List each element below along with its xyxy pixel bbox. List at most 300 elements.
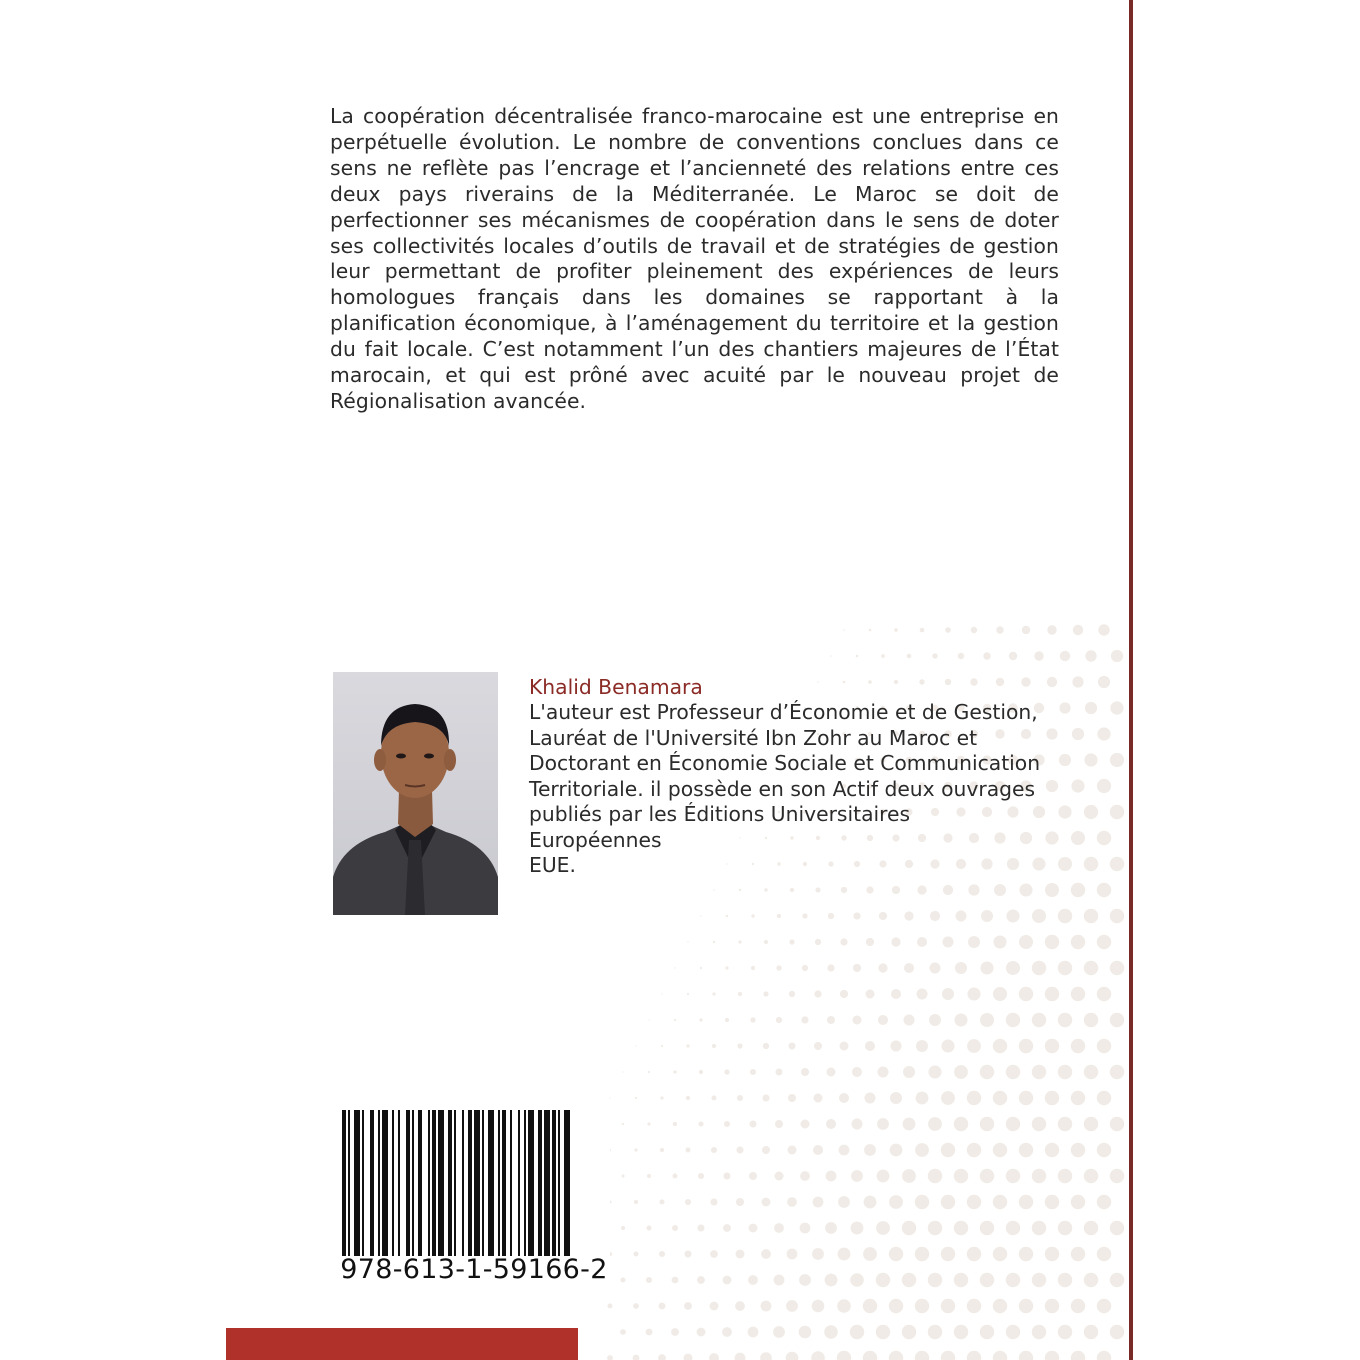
decor-dot (635, 1045, 636, 1046)
decor-dot (902, 1325, 916, 1339)
decor-dot (1032, 1013, 1046, 1027)
decor-dot (892, 886, 900, 894)
barcode-bar (438, 1110, 444, 1256)
decor-dot (1034, 651, 1043, 660)
decor-dot (1084, 805, 1098, 819)
decor-dot (748, 1327, 759, 1338)
barcode-bar (498, 1110, 500, 1256)
decor-dot (658, 1354, 666, 1360)
decor-dot (805, 656, 806, 657)
decor-dot (891, 937, 900, 946)
decor-dot (981, 910, 993, 922)
decor-dot (735, 1353, 746, 1360)
decor-dot (1019, 1195, 1033, 1209)
decor-dot (1045, 935, 1059, 949)
barcode-bar (448, 1110, 452, 1256)
decor-dot (916, 1040, 928, 1052)
decor-dot (801, 1120, 810, 1129)
decor-dot (838, 1248, 851, 1261)
decor-dot (622, 1123, 624, 1125)
decor-dot (1021, 677, 1030, 686)
decor-dot (1019, 1143, 1033, 1157)
barcode-bar (528, 1110, 534, 1256)
decor-dot (928, 1169, 942, 1183)
decor-dot (1045, 1039, 1059, 1053)
decor-dot (958, 653, 964, 659)
decor-dot (1032, 1117, 1046, 1131)
decor-dot (891, 989, 901, 999)
decor-dot (941, 1143, 955, 1157)
decor-dot (941, 1299, 955, 1313)
decor-dot (1019, 935, 1033, 949)
barcode-bar (418, 1110, 422, 1256)
decor-dot (726, 915, 728, 917)
decor-dot (878, 1067, 889, 1078)
decor-dot (864, 1144, 876, 1156)
decor-dot (1072, 728, 1084, 740)
decor-dot (994, 936, 1007, 949)
author-name: Khalid Benamara (529, 675, 703, 699)
decor-dot (955, 1014, 968, 1027)
decor-dot (843, 681, 846, 684)
decor-dot (889, 1247, 903, 1261)
decor-dot (945, 627, 951, 633)
decor-dot (775, 1172, 784, 1181)
decor-dot (737, 1043, 742, 1048)
decor-dot (877, 1118, 889, 1130)
decor-dot (907, 654, 912, 659)
decor-dot (699, 1070, 703, 1074)
decor-dot (1084, 961, 1098, 975)
decor-dot (622, 1175, 625, 1178)
isbn-number: 978-613-1-59166-2 (340, 1254, 608, 1285)
decor-dot (980, 1169, 994, 1183)
decor-dot (954, 1117, 968, 1131)
decor-dot (788, 1094, 796, 1102)
decor-dot (930, 911, 940, 921)
decor-dot (967, 1143, 981, 1157)
decor-dot (802, 913, 807, 918)
decor-dot (737, 1147, 744, 1154)
decor-dot (1058, 1325, 1072, 1339)
decor-dot (1020, 884, 1033, 897)
decor-dot (814, 990, 821, 997)
decor-dot (813, 1197, 824, 1208)
decor-dot (994, 884, 1006, 896)
decor-dot (738, 992, 742, 996)
decor-dot (876, 1273, 890, 1287)
decor-dot (996, 678, 1004, 686)
decor-dot (776, 1069, 783, 1076)
decor-dot (1058, 1013, 1072, 1027)
decor-dot (699, 1018, 702, 1021)
decor-dot (866, 990, 875, 999)
decor-dot (686, 1044, 689, 1047)
decor-dot (1098, 624, 1109, 635)
decor-dot (850, 1325, 864, 1339)
decor-dot (1058, 909, 1072, 923)
decor-dot (1084, 1273, 1098, 1287)
decor-dot (902, 1221, 916, 1235)
decor-dot (826, 1171, 837, 1182)
decor-dot (1085, 650, 1096, 661)
decor-dot (1045, 1091, 1059, 1105)
decor-dot (941, 1247, 955, 1261)
decor-dot (915, 1195, 929, 1209)
decor-dot (876, 1325, 890, 1339)
decor-dot (917, 937, 927, 947)
decor-dot (1110, 753, 1124, 767)
decor-dot (993, 1143, 1007, 1157)
decor-dot (928, 1117, 942, 1131)
decor-dot (941, 1195, 955, 1209)
barcode-bar (392, 1110, 394, 1256)
decor-dot (789, 939, 794, 944)
decor-dot (774, 1223, 784, 1233)
decor-dot (1110, 1169, 1124, 1183)
decor-dot (659, 1303, 666, 1310)
decor-dot (891, 1041, 902, 1052)
decor-dot (967, 1195, 981, 1209)
decor-dot (710, 1302, 719, 1311)
decor-dot (889, 1351, 903, 1360)
decor-dot (815, 887, 820, 892)
decor-dot (1097, 987, 1111, 1001)
decor-dot (1047, 625, 1056, 634)
barcode-bar (412, 1110, 414, 1256)
decor-dot (837, 1299, 851, 1313)
decor-dot (917, 989, 928, 1000)
decor-dot (839, 1145, 850, 1156)
barcode-bar (428, 1110, 430, 1256)
decor-dot (968, 936, 980, 948)
decor-dot (709, 1353, 719, 1360)
decor-dot (1072, 676, 1083, 687)
decor-dot (954, 1325, 968, 1339)
decor-dot (1045, 1247, 1059, 1261)
barcode-bar (398, 1110, 400, 1256)
decor-dot (723, 1224, 731, 1232)
decor-dot (1085, 702, 1097, 714)
decor-dot (776, 1017, 782, 1023)
decor-dot (1110, 1117, 1124, 1131)
decor-dot (1058, 1169, 1072, 1183)
decor-dot (894, 680, 898, 684)
decor-dot (980, 1325, 994, 1339)
decor-dot (786, 1300, 798, 1312)
decor-dot (699, 1122, 704, 1127)
decor-dot (879, 912, 887, 920)
decor-dot (776, 965, 781, 970)
decor-dot (764, 888, 767, 891)
barcode-bar (382, 1110, 388, 1256)
decor-dot (863, 1299, 877, 1313)
decor-dot (980, 1117, 994, 1131)
decor-dot (1006, 1325, 1020, 1339)
decor-dot (1058, 961, 1072, 975)
decor-dot (929, 1014, 941, 1026)
decor-dot (856, 655, 859, 658)
decor-dot (827, 1068, 836, 1077)
decor-dot (890, 1144, 903, 1157)
decor-dot (634, 1200, 638, 1204)
barcode-bar (482, 1110, 484, 1256)
decor-dot (647, 1174, 651, 1178)
decor-dot (1060, 651, 1070, 661)
decor-dot (789, 1043, 796, 1050)
barcode-bar (564, 1110, 570, 1256)
decor-dot (980, 1065, 994, 1079)
decor-dot (788, 1146, 797, 1155)
barcode-bar (462, 1110, 464, 1256)
decor-dot (824, 1325, 838, 1339)
decor-dot (672, 1225, 678, 1231)
decor-dot (711, 1147, 717, 1153)
decor-dot (812, 1248, 824, 1260)
decor-dot (967, 1091, 981, 1105)
decor-dot (920, 628, 925, 633)
decor-dot (1058, 805, 1071, 818)
decor-dot (1110, 701, 1123, 714)
decor-dot (968, 884, 979, 895)
decor-dot (840, 990, 848, 998)
decor-dot (646, 1329, 653, 1336)
decor-dot (818, 630, 819, 631)
decor-dot (903, 1066, 915, 1078)
decor-dot (792, 682, 793, 683)
decor-dot (777, 914, 781, 918)
decor-dot (687, 941, 688, 942)
decor-dot (1032, 909, 1046, 923)
decor-dot (814, 1094, 823, 1103)
decor-dot (945, 679, 951, 685)
decor-dot (787, 1249, 798, 1260)
decor-dot (697, 1276, 705, 1284)
decor-dot (1071, 935, 1085, 949)
decor-dot (684, 1354, 693, 1360)
decor-dot (878, 963, 887, 972)
decor-dot (928, 1325, 942, 1339)
decor-dot (1071, 883, 1085, 897)
decor-dot (919, 679, 924, 684)
decor-dot (817, 681, 819, 683)
decor-dot (1019, 987, 1033, 1001)
decor-dot (1110, 805, 1124, 819)
decor-dot (815, 939, 821, 945)
decor-dot (881, 654, 885, 658)
decor-dot (904, 911, 913, 920)
decor-dot (839, 1093, 849, 1103)
decor-dot (1006, 1065, 1020, 1079)
decor-dot (723, 1276, 732, 1285)
decor-dot (843, 629, 845, 631)
decor-dot (830, 655, 832, 657)
decor-dot (1006, 1117, 1020, 1131)
decor-dot (1006, 1273, 1020, 1287)
decor-dot (915, 1299, 929, 1313)
decor-dot (648, 1019, 649, 1020)
barcode-bar (406, 1110, 410, 1256)
decor-dot (674, 967, 675, 968)
isbn-barcode (338, 1106, 610, 1292)
barcode-bar (432, 1110, 436, 1256)
decor-dot (673, 1070, 676, 1073)
decor-dot (661, 993, 662, 994)
decor-dot (722, 1327, 732, 1337)
decor-dot (1110, 909, 1124, 923)
decor-dot (941, 1351, 955, 1360)
barcode-bar (518, 1110, 520, 1256)
decor-dot (713, 941, 715, 943)
decor-dot (1019, 1091, 1033, 1105)
decor-dot (802, 965, 808, 971)
decor-dot (917, 885, 926, 894)
decor-dot (993, 1247, 1007, 1261)
decor-dot (826, 1119, 836, 1129)
decor-dot (1032, 1065, 1046, 1079)
decor-dot (915, 1143, 929, 1157)
decor-dot (787, 1197, 797, 1207)
decor-dot (1097, 1195, 1111, 1209)
decor-dot (811, 1351, 825, 1360)
decor-dot (868, 680, 872, 684)
decor-dot (1007, 910, 1020, 923)
decor-dot (725, 1018, 729, 1022)
decor-dot (971, 627, 977, 633)
author-photo (333, 672, 498, 915)
decor-dot (904, 1015, 915, 1026)
decor-dot (1097, 1351, 1111, 1360)
decor-dot (1045, 1351, 1059, 1360)
decor-dot (1097, 1091, 1111, 1105)
decor-dot (790, 888, 794, 892)
decor-dot (825, 1274, 838, 1287)
decor-dot (1058, 857, 1072, 871)
decor-dot (1022, 626, 1030, 634)
decor-dot (1097, 883, 1111, 897)
decor-dot (647, 1122, 650, 1125)
barcode-bars (342, 1110, 606, 1256)
decor-dot (1006, 1013, 1020, 1027)
decor-dot (943, 885, 953, 895)
decor-dot (955, 962, 967, 974)
decor-dot (762, 1146, 770, 1154)
decor-dot (993, 1195, 1007, 1209)
decor-dot (813, 1145, 823, 1155)
decor-dot (799, 1326, 812, 1339)
decor-dot (1110, 1273, 1124, 1287)
decor-dot (789, 991, 795, 997)
decor-dot (1097, 779, 1111, 793)
decor-dot (993, 1299, 1007, 1313)
decor-dot (930, 963, 941, 974)
decor-dot (932, 653, 937, 658)
decor-dot (685, 1251, 692, 1258)
decor-dot (1084, 857, 1098, 871)
decor-dot (904, 963, 914, 973)
decor-dot (761, 1301, 772, 1312)
decor-dot (1032, 961, 1046, 975)
decor-dot (737, 1095, 743, 1101)
decor-dot (954, 1273, 968, 1287)
decor-dot (762, 1198, 771, 1207)
decor-dot (1045, 1143, 1059, 1157)
decor-dot (635, 1097, 637, 1099)
decor-dot (1111, 650, 1123, 662)
decor-dot (1071, 1351, 1085, 1360)
decor-dot (1019, 1351, 1033, 1360)
decor-dot (993, 1351, 1007, 1360)
decor-dot (1019, 1247, 1033, 1261)
decor-dot (773, 1326, 785, 1338)
decor-dot (1006, 961, 1020, 975)
decor-dot (750, 1017, 755, 1022)
decor-dot (840, 938, 847, 945)
decor-dot (686, 1096, 690, 1100)
decor-dot (1058, 1273, 1072, 1287)
decor-dot (1097, 727, 1110, 740)
decor-dot (1084, 1065, 1098, 1079)
decor-dot (749, 1172, 757, 1180)
decor-dot (1059, 702, 1070, 713)
decor-dot (660, 1200, 665, 1205)
decor-dot (1045, 987, 1059, 1001)
decor-dot (967, 1299, 981, 1313)
decor-dot (980, 1013, 994, 1027)
decor-dot (864, 1196, 877, 1209)
decor-dot (801, 1016, 808, 1023)
decor-dot (697, 1328, 706, 1337)
decor-dot (852, 1119, 863, 1130)
decor-dot (980, 1273, 994, 1287)
decor-dot (622, 1071, 623, 1072)
decor-dot (850, 1273, 864, 1287)
barcode-bar (544, 1110, 550, 1256)
decor-dot (866, 938, 874, 946)
decor-dot (607, 1355, 613, 1360)
decor-dot (1110, 1325, 1124, 1339)
decor-dot (853, 964, 861, 972)
decor-dot (660, 1096, 663, 1099)
decor-dot (674, 1019, 676, 1021)
decor-dot (827, 1016, 835, 1024)
decor-dot (1084, 1169, 1098, 1183)
decor-dot (761, 1249, 771, 1259)
decor-dot (1071, 831, 1085, 845)
decor-dot (838, 1196, 850, 1208)
decor-dot (739, 889, 741, 891)
decor-dot (710, 1250, 718, 1258)
decor-dot (983, 652, 990, 659)
decor-dot (852, 1067, 862, 1077)
decor-dot (1097, 1143, 1111, 1157)
accent-bar (226, 1328, 578, 1360)
decor-dot (800, 1223, 811, 1234)
barcode-bar (502, 1110, 506, 1256)
decor-dot (712, 1044, 716, 1048)
decor-dot (863, 1247, 877, 1261)
decor-dot (954, 1065, 968, 1079)
decor-dot (1058, 1065, 1072, 1079)
decor-dot (1058, 1221, 1072, 1235)
decor-dot (970, 678, 977, 685)
decor-dot (713, 889, 714, 890)
decor-dot (954, 1169, 968, 1183)
barcode-bar (468, 1110, 472, 1256)
decor-dot (1084, 909, 1098, 923)
decor-dot (763, 1095, 770, 1102)
decor-dot (1110, 857, 1124, 871)
